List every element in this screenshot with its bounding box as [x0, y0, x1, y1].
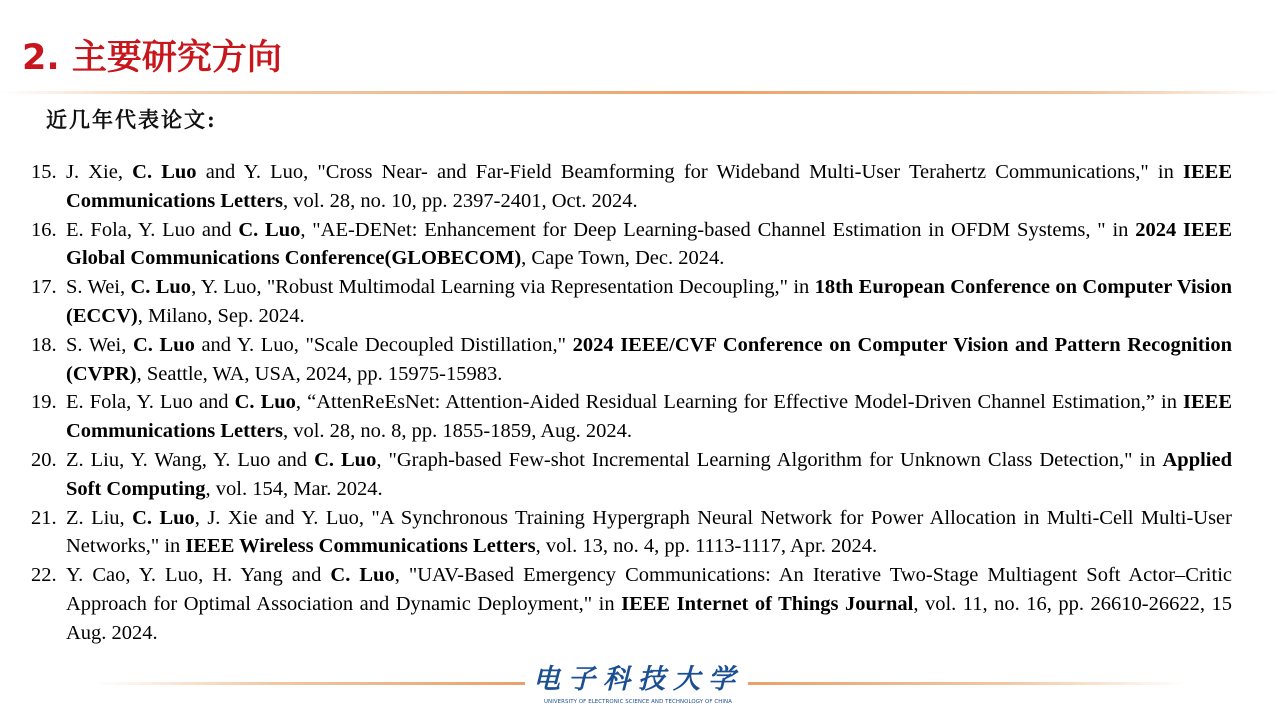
reference-bold-segment: 18th European Conference on Computer Vision (ECCV) [66, 276, 1232, 327]
reference-segment: Y. Cao, Y. Luo, H. Yang and [66, 564, 331, 587]
reference-bold-segment: IEEE Wireless Communications Letters [185, 535, 536, 558]
slide-title: 2. 主要研究方向 [22, 38, 282, 78]
reference-segment: Z. Liu, Y. Wang, Y. Luo and [66, 448, 315, 471]
reference-bold-segment: C. Luo [132, 506, 195, 529]
reference-bold-segment: C. Luo [130, 276, 192, 299]
reference-segment: , vol. 13, no. 4, pp. 1113-1117, Apr. 2024. [535, 535, 878, 558]
reference-segment: , Cape Town, Dec. 2024. [521, 247, 725, 270]
reference-item [31, 446, 1232, 504]
reference-bold-segment: IEEE Communications Letters [66, 391, 1232, 443]
reference-segment: , Seattle, WA, USA, 2024, pp. 15975-15983. [136, 362, 503, 385]
reference-number: 17. [31, 276, 57, 299]
reference-number: 20. [31, 448, 57, 471]
reference-segment: , vol. 154, Mar. 2024. [205, 477, 383, 500]
reference-item [31, 331, 1232, 389]
reference-text [66, 216, 1232, 274]
reference-item [31, 504, 1232, 562]
reference-bold-segment: C. Luo [132, 161, 197, 183]
reference-segment: , "Graph-based Few-shot Incremental Learning Algorithm for Unknown Class Detection," in [376, 448, 1163, 471]
reference-text [66, 273, 1232, 331]
university-logo-english: UNIVERSITY OF ELECTRONIC SCIENCE AND TECHNOLOGY OF CHINA [544, 699, 732, 705]
reference-segment: , “AttenReEsNet: Attention-Aided Residual Learning for Effective Model-Driven Channel Estimation,” in [295, 391, 1183, 414]
reference-item [31, 273, 1232, 331]
reference-segment: and Y. Luo, "Cross Near- and Far-Field Beamforming for Wideband Multi-User Terahertz Communications," in [196, 161, 1184, 183]
footer-divider-right [748, 682, 1188, 685]
reference-segment: , vol. 28, no. 8, pp. 1855-1859, Aug. 2024. [282, 420, 633, 443]
university-logo-chinese: 电子科技大学 [533, 664, 743, 695]
reference-bold-segment: C. Luo [330, 564, 395, 587]
reference-segment: , vol. 28, no. 10, pp. 2397-2401, Oct. 2024. [282, 189, 638, 212]
reference-bold-segment: C. Luo [238, 218, 301, 241]
reference-segment: , J. Xie and Y. Luo, "A Synchronous Training Hypergraph Neural Network for Power Allocation in Multi-Cell Multi-User Networks," in [66, 506, 1232, 558]
reference-text [66, 504, 1232, 562]
reference-bold-segment: Applied Soft Computing [66, 448, 1232, 500]
reference-bold-segment: C. Luo [314, 448, 377, 471]
reference-number: 18. [31, 333, 57, 356]
reference-segment: , vol. 11, no. 16, pp. 26610-26622, 15 Aug. 2024. [66, 592, 1233, 644]
reference-segment: , Y. Luo, "Robust Multimodal Learning via Representation Decoupling," in [191, 276, 815, 299]
reference-number: 19. [31, 391, 57, 414]
reference-text [66, 331, 1232, 389]
reference-bold-segment: IEEE Communications Letters [66, 161, 1233, 212]
reference-text [66, 446, 1232, 504]
reference-item [31, 216, 1232, 274]
reference-text [66, 561, 1232, 647]
reference-text [66, 388, 1232, 446]
reference-bold-segment: 2024 IEEE Global Communications Conference(GLOBECOM) [66, 218, 1232, 270]
reference-segment: , "AE-DENet: Enhancement for Deep Learning-based Channel Estimation in OFDM Systems, " in [300, 218, 1136, 241]
footer-divider-left [95, 682, 525, 685]
reference-number: 16. [31, 218, 57, 241]
reference-number: 21. [31, 506, 57, 529]
university-logo [532, 664, 744, 710]
reference-segment: and Y. Luo, "Scale Decoupled Distillation," [194, 333, 573, 356]
reference-list [31, 158, 1232, 648]
section-subtitle: 近几年代表论文: [46, 107, 217, 132]
reference-segment: Z. Liu, [66, 506, 133, 529]
reference-bold-segment: 2024 IEEE/CVF Conference on Computer Vision and Pattern Recognition (CVPR) [66, 333, 1233, 385]
reference-segment: , "UAV-Based Emergency Communications: An Iterative Two-Stage Multiagent Soft Actor–Critic Approach for Optimal Association and Dynamic Deployment," in [66, 564, 1232, 615]
reference-item [31, 158, 1232, 216]
reference-number: 22. [31, 564, 57, 587]
reference-segment: E. Fola, Y. Luo and [66, 391, 235, 414]
reference-segment: E. Fola, Y. Luo and [66, 218, 239, 241]
reference-bold-segment: C. Luo [234, 391, 296, 414]
reference-item [31, 388, 1232, 446]
reference-segment: S. Wei, [66, 333, 133, 356]
reference-segment: J. Xie, [66, 161, 133, 183]
reference-bold-segment: IEEE Internet of Things Journal [621, 592, 914, 615]
reference-segment: S. Wei, [66, 276, 131, 299]
reference-segment: , Milano, Sep. 2024. [137, 304, 305, 327]
reference-bold-segment: C. Luo [132, 333, 195, 356]
title-divider [0, 91, 1280, 94]
reference-item [31, 561, 1232, 647]
reference-text [66, 158, 1232, 216]
reference-number: 15. [31, 161, 57, 183]
